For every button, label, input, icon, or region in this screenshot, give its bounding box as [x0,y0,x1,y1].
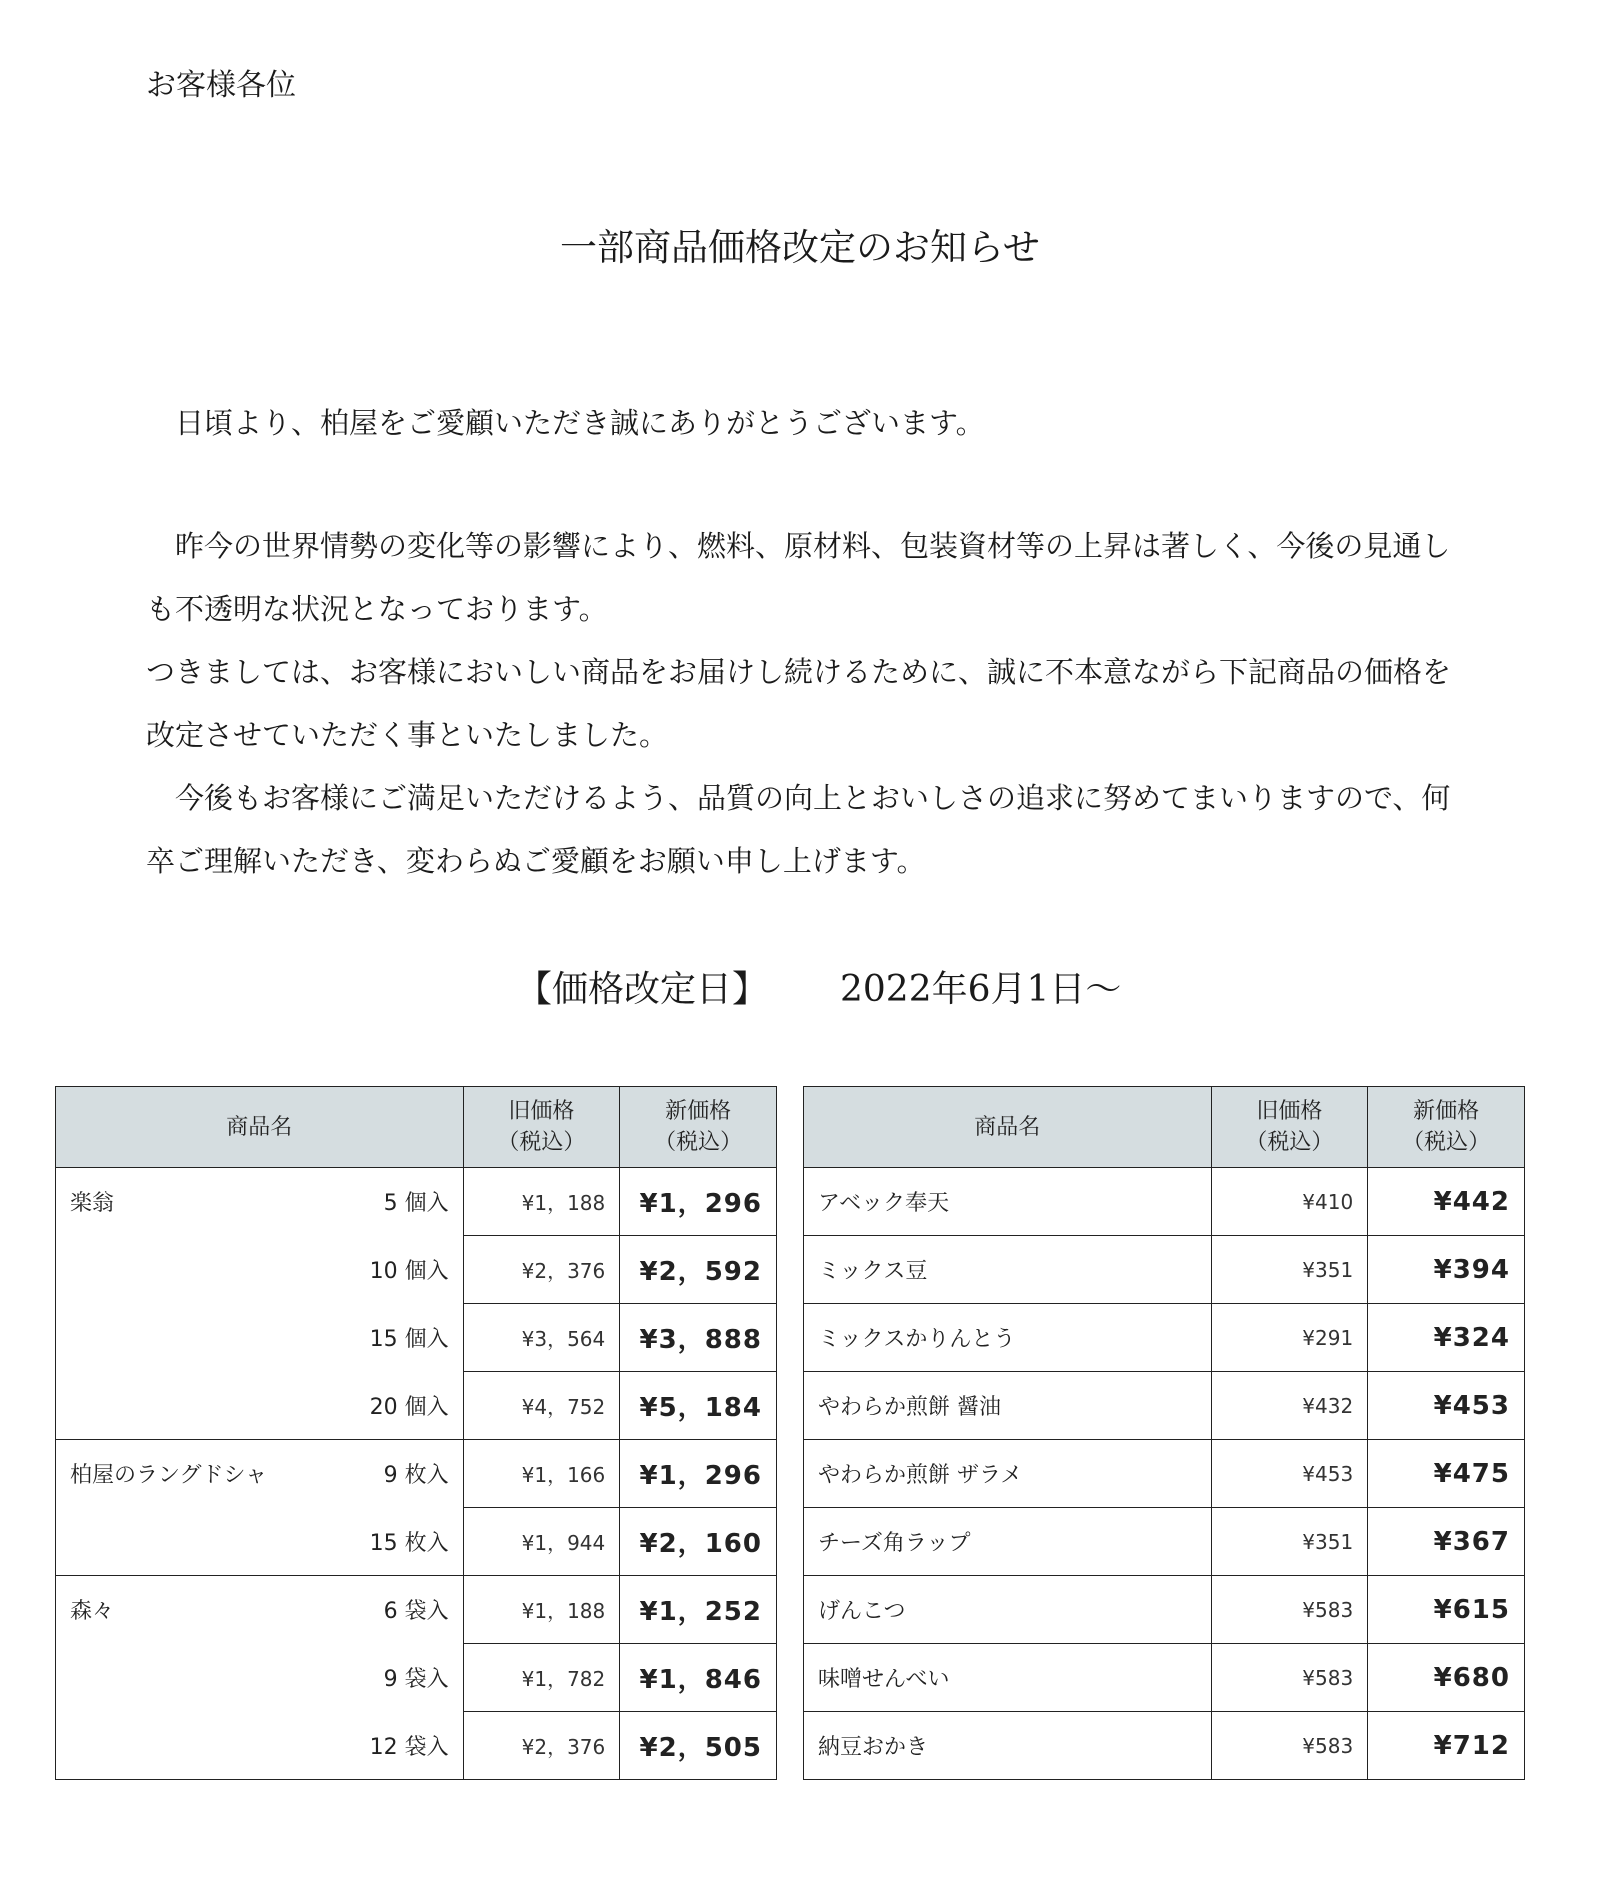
header-old-price [1211,1087,1368,1168]
product-quantity: 6 袋入 [383,1599,449,1625]
table-header-row [56,1087,777,1168]
new-price: ¥615 [1368,1576,1525,1644]
old-price: ¥583 [1211,1712,1368,1780]
old-price: ¥1，188 [463,1168,620,1236]
product-cell [56,1712,464,1780]
product-name-wrap [70,1322,449,1353]
new-price: ¥475 [1368,1440,1525,1508]
product-name-wrap [70,1594,449,1625]
old-price: ¥351 [1211,1508,1368,1576]
product-name: 森々 [70,1599,115,1625]
price-table-right [803,1086,1525,1780]
new-price: ¥367 [1368,1508,1525,1576]
table-row [804,1644,1525,1712]
table-row [56,1712,777,1780]
table-row [56,1508,777,1576]
new-price: ¥1，846 [620,1644,777,1712]
body-paragraph-situation: 昨今の世界情勢の変化等の影響により、燃料、原材料、包装資材等の上昇は著しく、今後の見通しも不透明な状況となっております。 [146,529,1451,626]
product-name-wrap [70,1186,449,1217]
product-quantity: 9 袋入 [383,1667,449,1692]
product-cell [56,1440,464,1508]
new-price: ¥442 [1368,1168,1525,1236]
header-old-price-line1: 旧価格 [508,1099,575,1124]
new-price: ¥2，592 [620,1236,777,1304]
product-name: チーズ角ラップ [804,1508,1212,1576]
product-quantity: 12 袋入 [369,1734,449,1760]
table-row [56,1576,777,1644]
product-name: ミックス豆 [804,1236,1212,1304]
new-price: ¥3，888 [620,1304,777,1372]
new-price: ¥712 [1368,1712,1525,1780]
product-quantity: 10 個入 [369,1259,449,1284]
notice-body [146,515,1476,893]
new-price: ¥1，252 [620,1576,777,1644]
new-price: ¥680 [1368,1644,1525,1712]
header-product-name: 商品名 [56,1087,464,1168]
product-name-wrap [70,1254,449,1285]
old-price: ¥583 [1211,1644,1368,1712]
product-cell [56,1236,464,1304]
notice-title: 一部商品価格改定のお知らせ [560,226,1040,269]
price-table-left [55,1086,777,1780]
new-price: ¥394 [1368,1236,1525,1304]
header-product-name: 商品名 [804,1087,1212,1168]
header-new-price-line1: 新価格 [1413,1099,1480,1124]
table-row [804,1440,1525,1508]
product-cell [56,1508,464,1576]
old-price: ¥583 [1211,1576,1368,1644]
old-price: ¥1，782 [463,1644,620,1712]
new-price: ¥453 [1368,1372,1525,1440]
header-new-price-line2: （税込） [1402,1130,1491,1155]
old-price: ¥453 [1211,1440,1368,1508]
product-name-wrap [70,1458,449,1489]
product-cell [56,1304,464,1372]
old-price: ¥2，376 [463,1236,620,1304]
product-name: 柏屋のラングドシャ [70,1463,268,1489]
old-price: ¥410 [1211,1168,1368,1236]
table-header-row [804,1087,1525,1168]
table-row [804,1508,1525,1576]
old-price: ¥3，564 [463,1304,620,1372]
old-price: ¥291 [1211,1304,1368,1372]
new-price: ¥2，505 [620,1712,777,1780]
table-row [56,1168,777,1236]
old-price: ¥1，166 [463,1440,620,1508]
table-row [804,1576,1525,1644]
table-row [804,1372,1525,1440]
product-name-wrap [70,1390,449,1421]
product-name-wrap [70,1662,449,1693]
product-quantity: 15 枚入 [369,1530,449,1556]
header-new-price [620,1087,777,1168]
body-paragraph-request: 今後もお客様にご満足いただけるよう、品質の向上とおいしさの追求に努めてまいりますので、何卒ご理解いただき、変わらぬご愛顧をお願い申し上げます。 [146,781,1451,878]
new-price: ¥2，160 [620,1508,777,1576]
salutation: お客様各位 [146,68,296,103]
old-price: ¥2，376 [463,1712,620,1780]
product-name: げんこつ [804,1576,1212,1644]
old-price: ¥351 [1211,1236,1368,1304]
old-price: ¥4，752 [463,1372,620,1440]
table-row [56,1236,777,1304]
product-name-wrap [70,1730,449,1761]
product-quantity: 15 個入 [369,1327,449,1352]
table-row [804,1712,1525,1780]
table-row [804,1168,1525,1236]
product-name: 楽翁 [70,1191,115,1217]
product-name: ミックスかりんとう [804,1304,1212,1372]
table-row [804,1236,1525,1304]
product-name: やわらか煎餅 ザラメ [804,1440,1212,1508]
new-price: ¥324 [1368,1304,1525,1372]
table-row [804,1304,1525,1372]
revision-date-value: 2022年6月1日～ [840,969,1122,1010]
product-cell [56,1644,464,1712]
body-paragraph-revision: つきましては、お客様においしい商品をお届けし続けるために、誠に不本意ながら下記商品の価格を改定させていただく事といたしました。 [146,655,1452,752]
greeting-paragraph: 日頃より、柏屋をご愛顧いただき誠にありがとうございます。 [146,406,985,440]
header-old-price-line2: （税込） [1245,1130,1334,1155]
header-old-price-line2: （税込） [497,1130,586,1155]
revision-date-label: 【価格改定日】 [516,969,769,1010]
header-new-price-line2: （税込） [654,1130,743,1155]
product-name: 味噌せんべい [804,1644,1212,1712]
table-row [56,1372,777,1440]
table-row [56,1644,777,1712]
product-quantity: 5 個入 [383,1191,449,1217]
product-cell [56,1576,464,1644]
header-new-price-line1: 新価格 [665,1099,732,1124]
table-row [56,1440,777,1508]
product-name-wrap [70,1526,449,1557]
product-quantity: 9 枚入 [383,1463,449,1489]
product-cell [56,1372,464,1440]
header-old-price-line1: 旧価格 [1256,1099,1323,1124]
header-new-price [1368,1087,1525,1168]
new-price: ¥5，184 [620,1372,777,1440]
header-old-price [463,1087,620,1168]
old-price: ¥1，944 [463,1508,620,1576]
product-name: やわらか煎餅 醤油 [804,1372,1212,1440]
old-price: ¥432 [1211,1372,1368,1440]
product-name: アベック奉天 [804,1168,1212,1236]
product-cell [56,1168,464,1236]
new-price: ¥1，296 [620,1168,777,1236]
old-price: ¥1，188 [463,1576,620,1644]
product-quantity: 20 個入 [369,1394,449,1420]
table-row [56,1304,777,1372]
new-price: ¥1，296 [620,1440,777,1508]
product-name: 納豆おかき [804,1712,1212,1780]
